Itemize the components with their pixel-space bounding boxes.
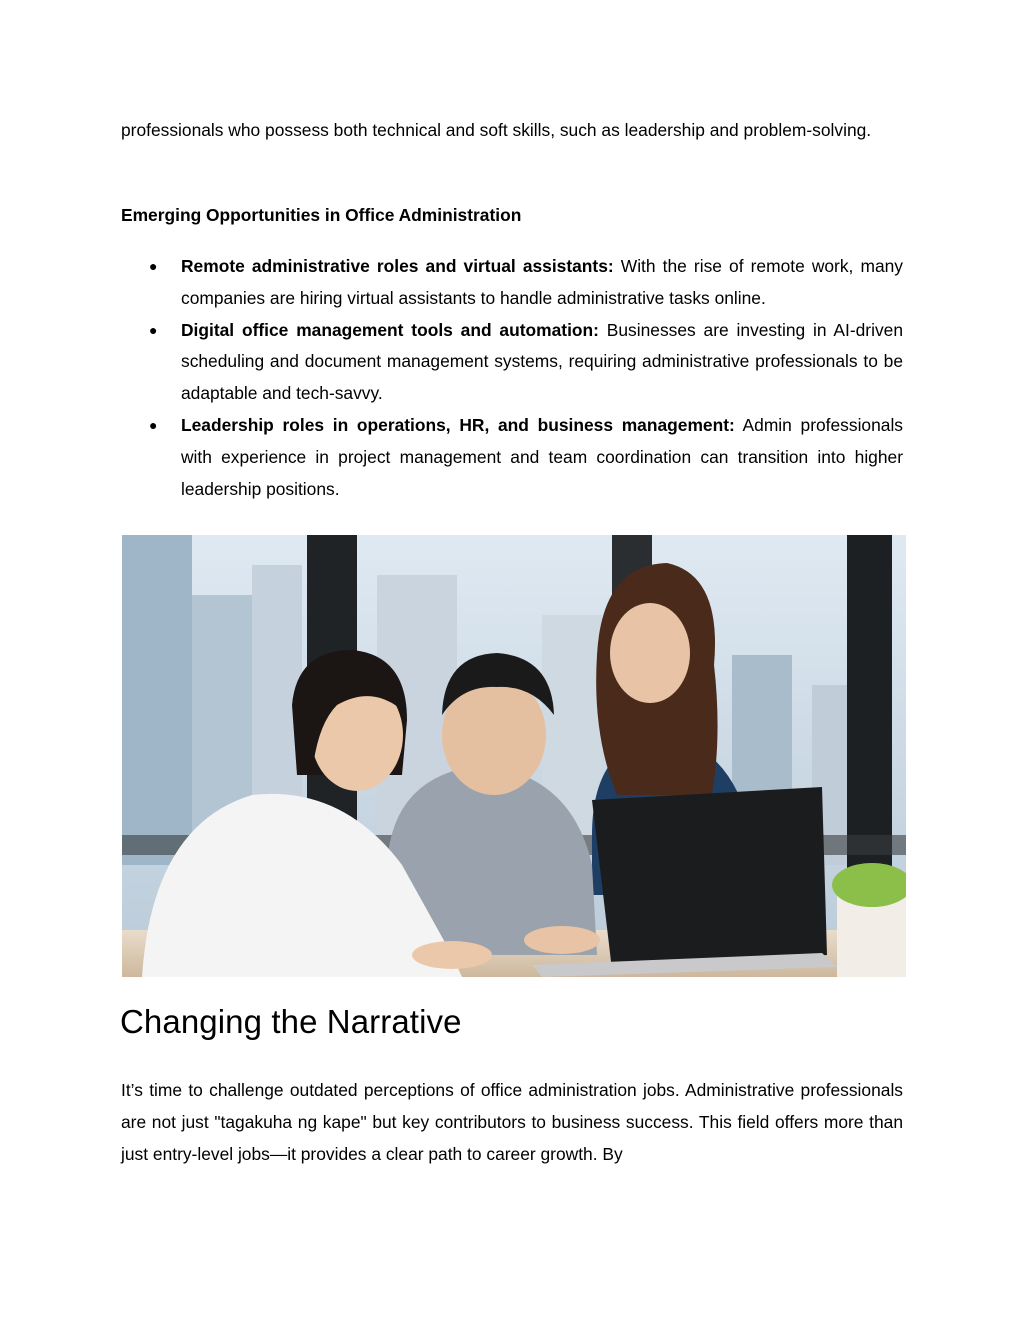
opportunities-heading: Emerging Opportunities in Office Administration bbox=[121, 205, 522, 225]
opportunities-list bbox=[121, 251, 903, 505]
list-item bbox=[121, 315, 903, 410]
list-item-text: Admin professionals with experience in project management and team coordination can transition into higher leadership positions. bbox=[181, 414, 904, 499]
list-item-text: Businesses are investing in AI-driven scheduling and document management systems, requiring administrative professionals to be adaptable and tech-savvy. bbox=[181, 319, 904, 404]
bullet-icon: ● bbox=[149, 258, 158, 274]
bullet-icon: ● bbox=[149, 321, 158, 338]
list-item bbox=[121, 410, 903, 505]
list-item-bold: Remote administrative roles and virtual assistants: bbox=[181, 256, 614, 276]
list-item bbox=[121, 251, 903, 315]
list-item-bold: Digital office management tools and automation: bbox=[181, 319, 599, 340]
office-team-photo bbox=[122, 535, 906, 977]
section-title: Changing the Narrative bbox=[120, 1003, 462, 1040]
list-item-text: With the rise of remote work, many companies are hiring virtual assistants to handle administrative tasks online. bbox=[181, 256, 903, 308]
narrative-paragraph: It’s time to challenge outdated perceptions of office administration jobs. Administrative professionals are not just "tagakuha ng kape" but key contributors to business success. This field offers more than just entry-level jobs—it provides a clear path to career growth. By bbox=[121, 1080, 903, 1164]
bullet-icon: ● bbox=[149, 416, 158, 433]
intro-paragraph: professionals who possess both technical and soft skills, such as leadership and problem-solving. bbox=[121, 120, 872, 140]
list-item-bold: Leadership roles in operations, HR, and business management: bbox=[181, 414, 735, 435]
